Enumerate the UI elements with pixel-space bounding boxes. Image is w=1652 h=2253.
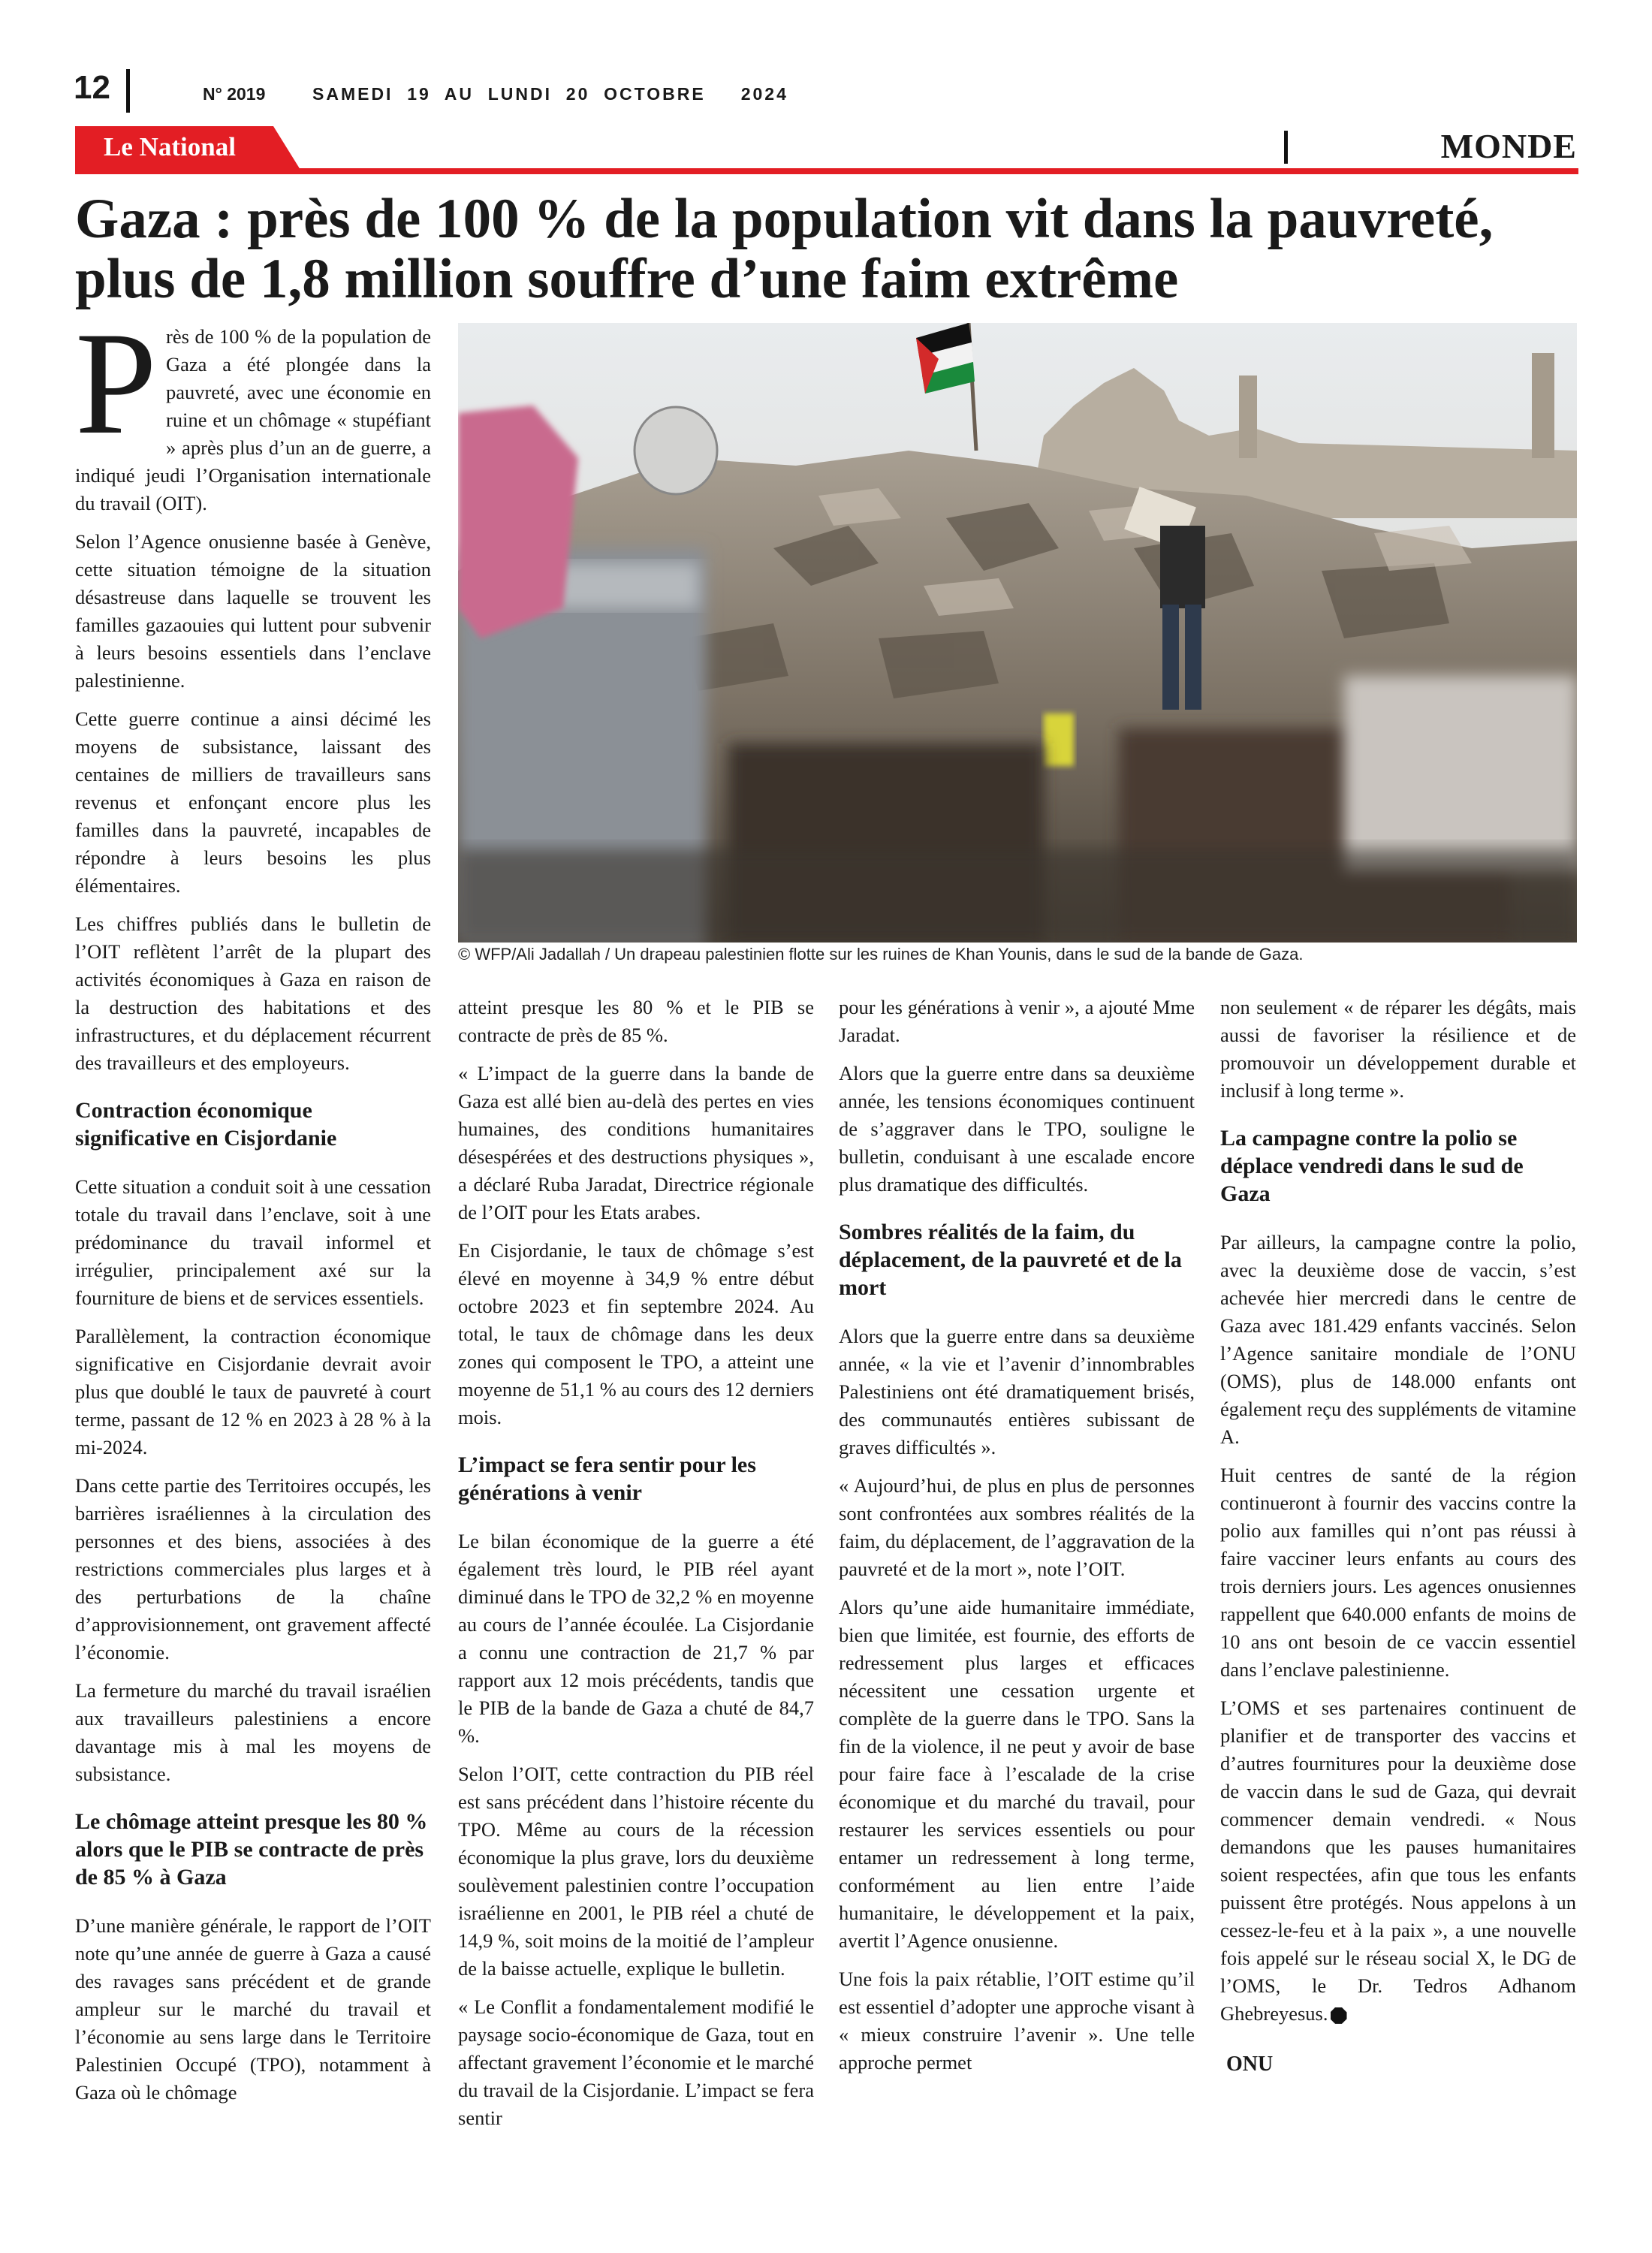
- paragraph: L’OMS et ses partenaires continuent de planifier et de transporter des vaccins et d’autres fournitures pour la deuxième dose de vaccin dans le sud de Gaza, qui devrait commencer demain vendredi. « Nous demandons que les pauses humanitaires soient respectées, afin que tous les enfants puissent être protégés. Nous appelons à un cessez-le-feu et à la paix », a une nouvelle fois appelé sur le réseau social X, le DG de l’OMS, le Dr. Tedros Adhanom Ghebreyesus.: [1220, 1697, 1576, 2025]
- photo-caption: © WFP/Ali Jadallah / Un drapeau palestinien flotte sur les ruines de Khan Younis, dans le sud de la bande de Gaza.: [458, 945, 1304, 964]
- subheading: La campagne contre la polio se déplace vendredi dans le sud de Gaza: [1220, 1126, 1524, 1206]
- header-rule: [75, 168, 1578, 174]
- paragraph: Une fois la paix rétablie, l’OIT estime qu’il est essentiel d’adopter une approche visant à « mieux construire l’avenir ». Une telle approche permet: [839, 1968, 1195, 2074]
- section-title: MONDE: [1440, 127, 1577, 165]
- subheading: Le chômage atteint presque les 80 % alors que le PIB se contracte de près de 85 % à Gaza: [75, 1809, 428, 1890]
- drop-cap: P: [75, 302, 158, 465]
- paragraph: En Cisjordanie, le taux de chômage s’est élevé en moyenne à 34,9 % entre début octobre 2023 et fin septembre 2024. Au total, le taux de chômage dans les deux zones qui composent le TPO, a atteint une moyenne de 51,1 % au cours des 12 derniers mois.: [458, 1239, 814, 1428]
- paragraph: Selon l’Agence onusienne basée à Genève, cette situation témoigne de la situation désastreuse dans laquelle se trouvent les familles gazaouies qui luttent pour subvenir à leurs besoins essentiels dans l’enclave palestinienne.: [75, 530, 431, 692]
- section-divider: [1284, 131, 1288, 164]
- page-number-divider: [126, 69, 130, 113]
- paragraph: « Le Conflit a fondamentalement modifié le paysage socio-économique de Gaza, tout en affectant gravement l’économie et le marché du travail de la Cisjordanie. L’impact se fera sentir: [458, 1995, 814, 2129]
- paragraph: non seulement « de réparer les dégâts, mais aussi de favoriser la résilience et de promouvoir un développement durable et inclusif à long terme ».: [1220, 996, 1576, 1102]
- paragraph: Par ailleurs, la campagne contre la polio, avec la deuxième dose de vaccin, s’est achevée hier mercredi dans le centre de Gaza avec 181.429 enfants vaccinés. Selon l’Agence sanitaire mondiale de l’ONU (OMS), plus de 148.000 enfants ont également reçu des suppléments de vitamine A.: [1220, 1231, 1576, 1448]
- issue-number: N° 2019: [203, 84, 266, 104]
- article-column-3: [839, 994, 1195, 2087]
- paragraph: atteint presque les 80 % et le PIB se contracte de près de 85 %.: [458, 996, 814, 1046]
- end-mark-icon: [1331, 2007, 1347, 2024]
- paragraph: Alors que la guerre entre dans sa deuxième année, les tensions économiques continuent de s’aggraver dans le TPO, souligne le bulletin, conduisant à une escalade encore plus dramatique des difficultés.: [839, 1062, 1195, 1196]
- paragraph: Cette guerre continue a ainsi décimé les moyens de subsistance, laissant des centaines de milliers de travailleurs sans revenus et enfonçant encore plus les familles dans la pauvreté, incapables de répondre à leurs besoins les plus élémentaires.: [75, 707, 431, 897]
- paragraph: « Aujourd’hui, de plus en plus de personnes sont confrontées aux sombres réalités de la faim, du déplacement, de l’aggravation de la pauvreté et de la mort », note l’OIT.: [839, 1474, 1195, 1580]
- paragraph: Cette situation a conduit soit à une cessation totale du travail dans l’enclave, soit à une prédominance du travail informel et irrégulier, principalement axé sur la fourniture de biens et de services essentiels.: [75, 1175, 431, 1309]
- paragraph: Dans cette partie des Territoires occupés, les barrières israéliennes à la circulation des personnes et des biens, associées à des restrictions commerciales plus larges et à des perturbations de la chaîne d’approvisionnement, ont gravement affecté l’économie.: [75, 1474, 431, 1663]
- article-source: ONU: [1226, 2052, 1274, 2076]
- paragraph: Huit centres de santé de la région continueront à fournir des vaccins contre la polio aux familles qui n’ont pas réussi à faire vacciner leurs enfants au cours des trois derniers jours. Les agences onusiennes rappellent que 640.000 enfants de moins de 10 ans ont besoin de ce vaccin essentiel dans l’enclave palestinienne.: [1220, 1464, 1576, 1681]
- subheading: Contraction économique significative en Cisjordanie: [75, 1098, 337, 1151]
- paragraph: « L’impact de la guerre dans la bande de Gaza est allé bien au-delà des pertes en vies humaines, des conditions humanitaires désespérées et des destructions physiques », a déclaré Ruba Jaradat, Directrice régionale de l’OIT pour les Etats arabes.: [458, 1062, 814, 1223]
- article-column-1: [75, 302, 431, 2117]
- issue-date: SAMEDI 19 AU LUNDI 20 OCTOBRE 2024: [312, 84, 788, 104]
- article-column-4: [1220, 994, 1576, 2078]
- paragraph: D’une manière générale, le rapport de l’OIT note qu’une année de guerre à Gaza a causé des ravages sans précédent et de grande ampleur sur le marché du travail et l’économie au sens large dans le Territoire Palestinien Occupé (TPO), notamment à Gaza où le chômage: [75, 1914, 431, 2104]
- brand-name: Le National: [104, 132, 236, 161]
- paragraph: Les chiffres publiés dans le bulletin de l’OIT reflètent l’arrêt de la plupart des activités économiques à Gaza en raison de la destruction des habitations et des infrastructures, et du déplacement récurrent des travailleurs et des employeurs.: [75, 912, 431, 1074]
- ruins-photo-illustration: [458, 323, 1577, 943]
- paragraph: Parallèlement, la contraction économique significative en Cisjordanie devrait avoir plus que doublé le taux de pauvreté à court terme, passant de 12 % en 2023 à 28 % à la mi-2024.: [75, 1325, 431, 1458]
- page-number: 12: [74, 69, 110, 106]
- paragraph: pour les générations à venir », a ajouté Mme Jaradat.: [839, 996, 1195, 1046]
- article-column-2: [458, 994, 814, 2143]
- paragraph: Alors qu’une aide humanitaire immédiate, bien que limitée, est fournie, des efforts de redressement plus larges et efficaces nécessitent une cessation urgente et complète de la guerre dans le TPO. Sans la fin de la violence, il ne peut y avoir de base pour faire face à l’escalade de la crise économique et du marché du travail, pour restaurer les services essentiels ou pour entamer un redressement à long terme, conformément au lien entre l’aide humanitaire, le développement et la paix, avertit l’Agence onusienne.: [839, 1596, 1195, 1952]
- subheading: L’impact se fera sentir pour les générations à venir: [458, 1452, 756, 1505]
- paragraph: Selon l’OIT, cette contraction du PIB réel est sans précédent dans l’histoire récente du TPO. Même au cours de la récession économique la plus grave, lors du deuxième soulèvement palestinien contre l’occupation israélienne en 2001, le PIB réel a chuté de 14,9 %, soit moins de la moitié de l’ampleur de la baisse actuelle, explique le bulletin.: [458, 1763, 814, 1980]
- article-photo: [458, 323, 1577, 943]
- lead-paragraph: Près de 100 % de la population de Gaza a été plongée dans la pauvreté, avec une économie en ruine et un chômage « stupéfiant » après plus d’un an de guerre, a indiqué jeudi l’Organisation internationale du travail (OIT).: [75, 302, 431, 514]
- paragraph: La fermeture du marché du travail israélien aux travailleurs palestiniens a encore davantage mis à mal les moyens de subsistance.: [75, 1679, 431, 1785]
- subheading: Sombres réalités de la faim, du déplacement, de la pauvreté et de la mort: [839, 1220, 1182, 1300]
- paragraph: Alors que la guerre entre dans sa deuxième année, « la vie et l’avenir d’innombrables Palestiniens ont été dramatiquement brisés, des communautés entières subissant de graves difficultés ».: [839, 1325, 1195, 1458]
- article-headline: Gaza : près de 100 % de la population vit dans la pauvreté, plus de 1,8 million souffre d’une faim extrême: [75, 188, 1494, 310]
- paragraph: Le bilan économique de la guerre a été également très lourd, le PIB réel ayant diminué dans le TPO de 32,2 % en moyenne au cours de l’année écoulée. La Cisjordanie a connu une contraction de 21,7 % par rapport aux 12 mois précédents, tandis que le PIB de la bande de Gaza a chuté de 84,7 %.: [458, 1530, 814, 1747]
